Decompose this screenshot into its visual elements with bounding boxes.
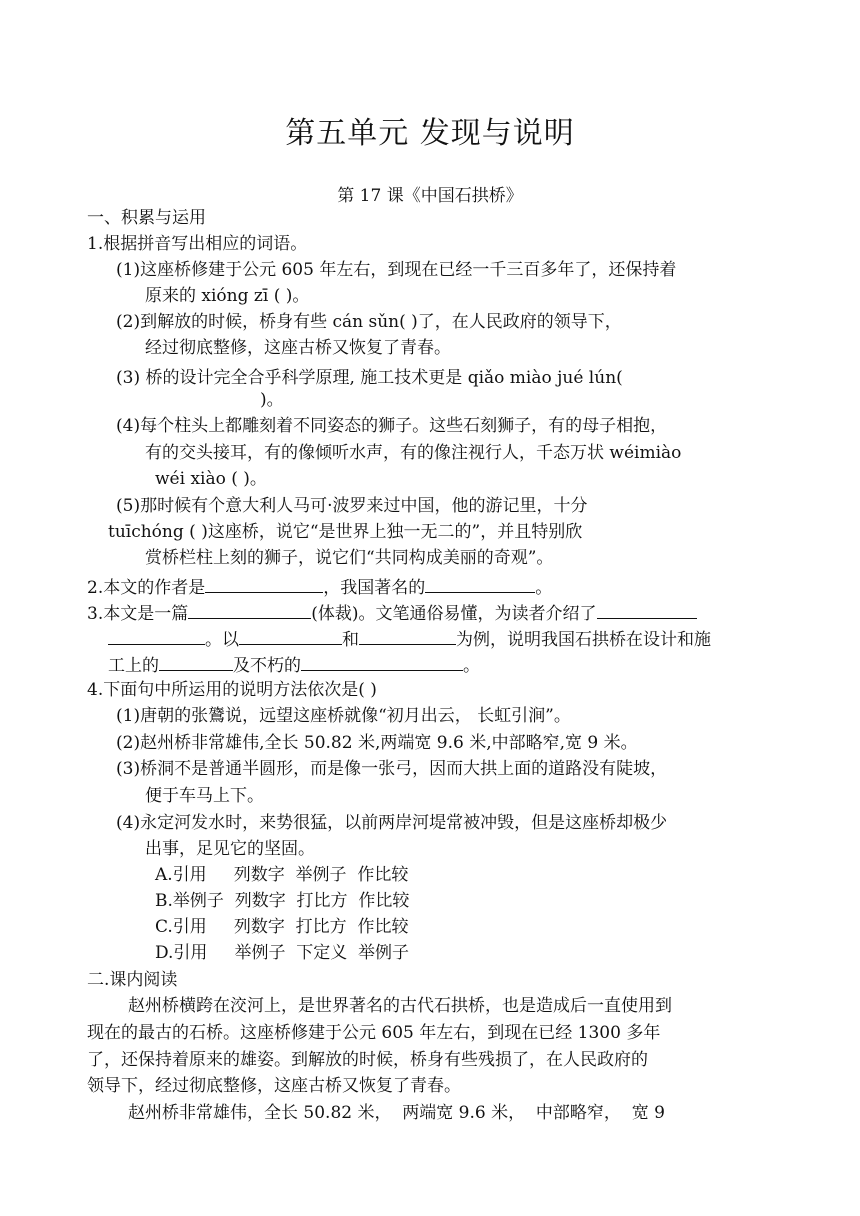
q3-blank-immortal[interactable] — [301, 651, 463, 671]
lesson-title: 第 17 课《中国石拱桥》 — [337, 186, 523, 206]
q4-option-a[interactable]: A.引用 列数字 举例子 作比较 — [155, 865, 409, 885]
q3-blank-achievement[interactable] — [159, 651, 233, 671]
question-4-stem: 4.下面句中所运用的说明方法依次是( ) — [87, 680, 377, 700]
q1-item-4-line-3: wéi xiào ( )。 — [155, 469, 267, 489]
q3-text-4: 和 — [342, 630, 359, 650]
q1-item-5-line-3: 赏桥栏柱上刻的狮子，说它们“共同构成美丽的奇观”。 — [145, 548, 554, 568]
q1-item-5-line-2: tuīchóng ( )这座桥，说它“是世界上独一无二的”，并且特别欣 — [108, 522, 583, 542]
q2-blank-title[interactable] — [425, 573, 535, 593]
q4-sentence-4-line-1: (4)永定河发水时，来势很猛，以前两岸河堤常被冲毁，但是这座桥却极少 — [116, 813, 668, 833]
question-2 — [87, 573, 552, 601]
q3-text-6: 工上的 — [108, 656, 159, 676]
q1-item-2-line-1: (2)到解放的时候，桥身有些 cán sǔn( )了，在人民政府的领导下， — [116, 312, 622, 332]
q2-text-3: 。 — [535, 578, 553, 598]
q4-sentence-1: (1)唐朝的张鷟说，远望这座桥就像“初月出云， 长虹引涧”。 — [116, 706, 571, 726]
q1-item-4-line-1: (4)每个柱头上都雕刻着不同姿态的狮子。这些石刻狮子，有的母子相抱， — [116, 416, 668, 436]
q3-blank-example-1[interactable] — [239, 625, 342, 645]
reading-para-1-line-3: 了，还保持着原来的雄姿。到解放的时候，桥身有些残损了，在人民政府的 — [87, 1050, 648, 1070]
q4-sentence-4-line-2: 出事，足见它的坚固。 — [145, 839, 315, 859]
section-heading-2: 二.课内阅读 — [87, 970, 178, 990]
q2-text-2: ，我国著名的 — [323, 578, 426, 598]
q3-text-5: 为例，说明我国石拱桥在设计和施 — [456, 630, 711, 650]
unit-title: 第五单元 发现与说明 — [285, 116, 575, 151]
q1-item-2-line-2: 经过彻底整修，这座古桥又恢复了青春。 — [145, 338, 451, 358]
question-1-stem: 1.根据拼音写出相应的词语。 — [87, 234, 308, 254]
q1-item-4-line-2: 有的交头接耳，有的像倾听水声，有的像注视行人，千态万状 wéimiào — [145, 443, 682, 463]
q3-text-1: 3.本文是一篇 — [87, 604, 189, 624]
q3-text-2: (体裁)。文笔通俗易懂，为读者介绍了 — [311, 604, 597, 624]
q1-item-5-line-1: (5)那时候有个意大利人马可·波罗来过中国，他的游记里，十分 — [116, 496, 588, 516]
q2-text-1: 2.本文的作者是 — [87, 578, 206, 598]
q1-item-1-line-1: (1)这座桥修建于公元 605 年左右，到现在已经一千三百多年了，还保持着 — [116, 260, 677, 280]
q4-option-b[interactable]: B.举例子 列数字 打比方 作比较 — [155, 891, 410, 911]
section-heading-1: 一、积累与运用 — [87, 208, 206, 228]
q4-sentence-3-line-1: (3)桥洞不是普通半圆形，而是像一张弓，因而大拱上面的道路没有陡坡， — [116, 759, 668, 779]
q4-sentence-3-line-2: 便于车马上下。 — [145, 786, 264, 806]
q3-blank-intro-1[interactable] — [597, 599, 697, 619]
q3-blank-genre[interactable] — [188, 599, 311, 619]
q4-option-d[interactable]: D.引用 举例子 下定义 举例子 — [155, 943, 410, 963]
q3-blank-intro-2[interactable] — [108, 625, 205, 645]
q1-item-1-line-2: 原来的 xióng zī ( )。 — [145, 286, 310, 306]
question-3-line-3 — [108, 651, 480, 679]
q4-option-c[interactable]: C.引用 列数字 打比方 作比较 — [155, 917, 409, 937]
reading-para-1-line-2: 现在的最古的石桥。这座桥修建于公元 605 年左右，到现在已经 1300 多年 — [87, 1023, 661, 1043]
q3-text-3: 。以 — [205, 630, 239, 650]
q3-text-8: 。 — [463, 656, 480, 676]
question-3-line-2 — [108, 625, 711, 653]
q4-sentence-2: (2)赵州桥非常雄伟,全长 50.82 米,两端宽 9.6 米,中部略窄,宽 9 米。 — [116, 733, 638, 753]
reading-para-1-line-1: 赵州桥横跨在洨河上，是世界著名的古代石拱桥，也是造成后一直使用到 — [128, 996, 672, 1016]
q1-item-3-line-1: (3) 桥的设计完全合乎科学原理, 施工技术更是 qiǎo miào jué lún( — [116, 368, 623, 388]
question-3-line-1 — [87, 599, 697, 627]
q3-blank-example-2[interactable] — [359, 625, 456, 645]
q2-blank-author[interactable] — [205, 573, 323, 593]
q3-text-7: 及不朽的 — [233, 656, 301, 676]
q1-item-3-line-2: )。 — [260, 390, 284, 410]
reading-para-1-line-4: 领导下，经过彻底整修，这座古桥又恢复了青春。 — [87, 1076, 461, 1096]
reading-para-2-line-1: 赵州桥非常雄伟，全长 50.82 米， 两端宽 9.6 米， 中部略窄， 宽 9 — [128, 1103, 665, 1123]
